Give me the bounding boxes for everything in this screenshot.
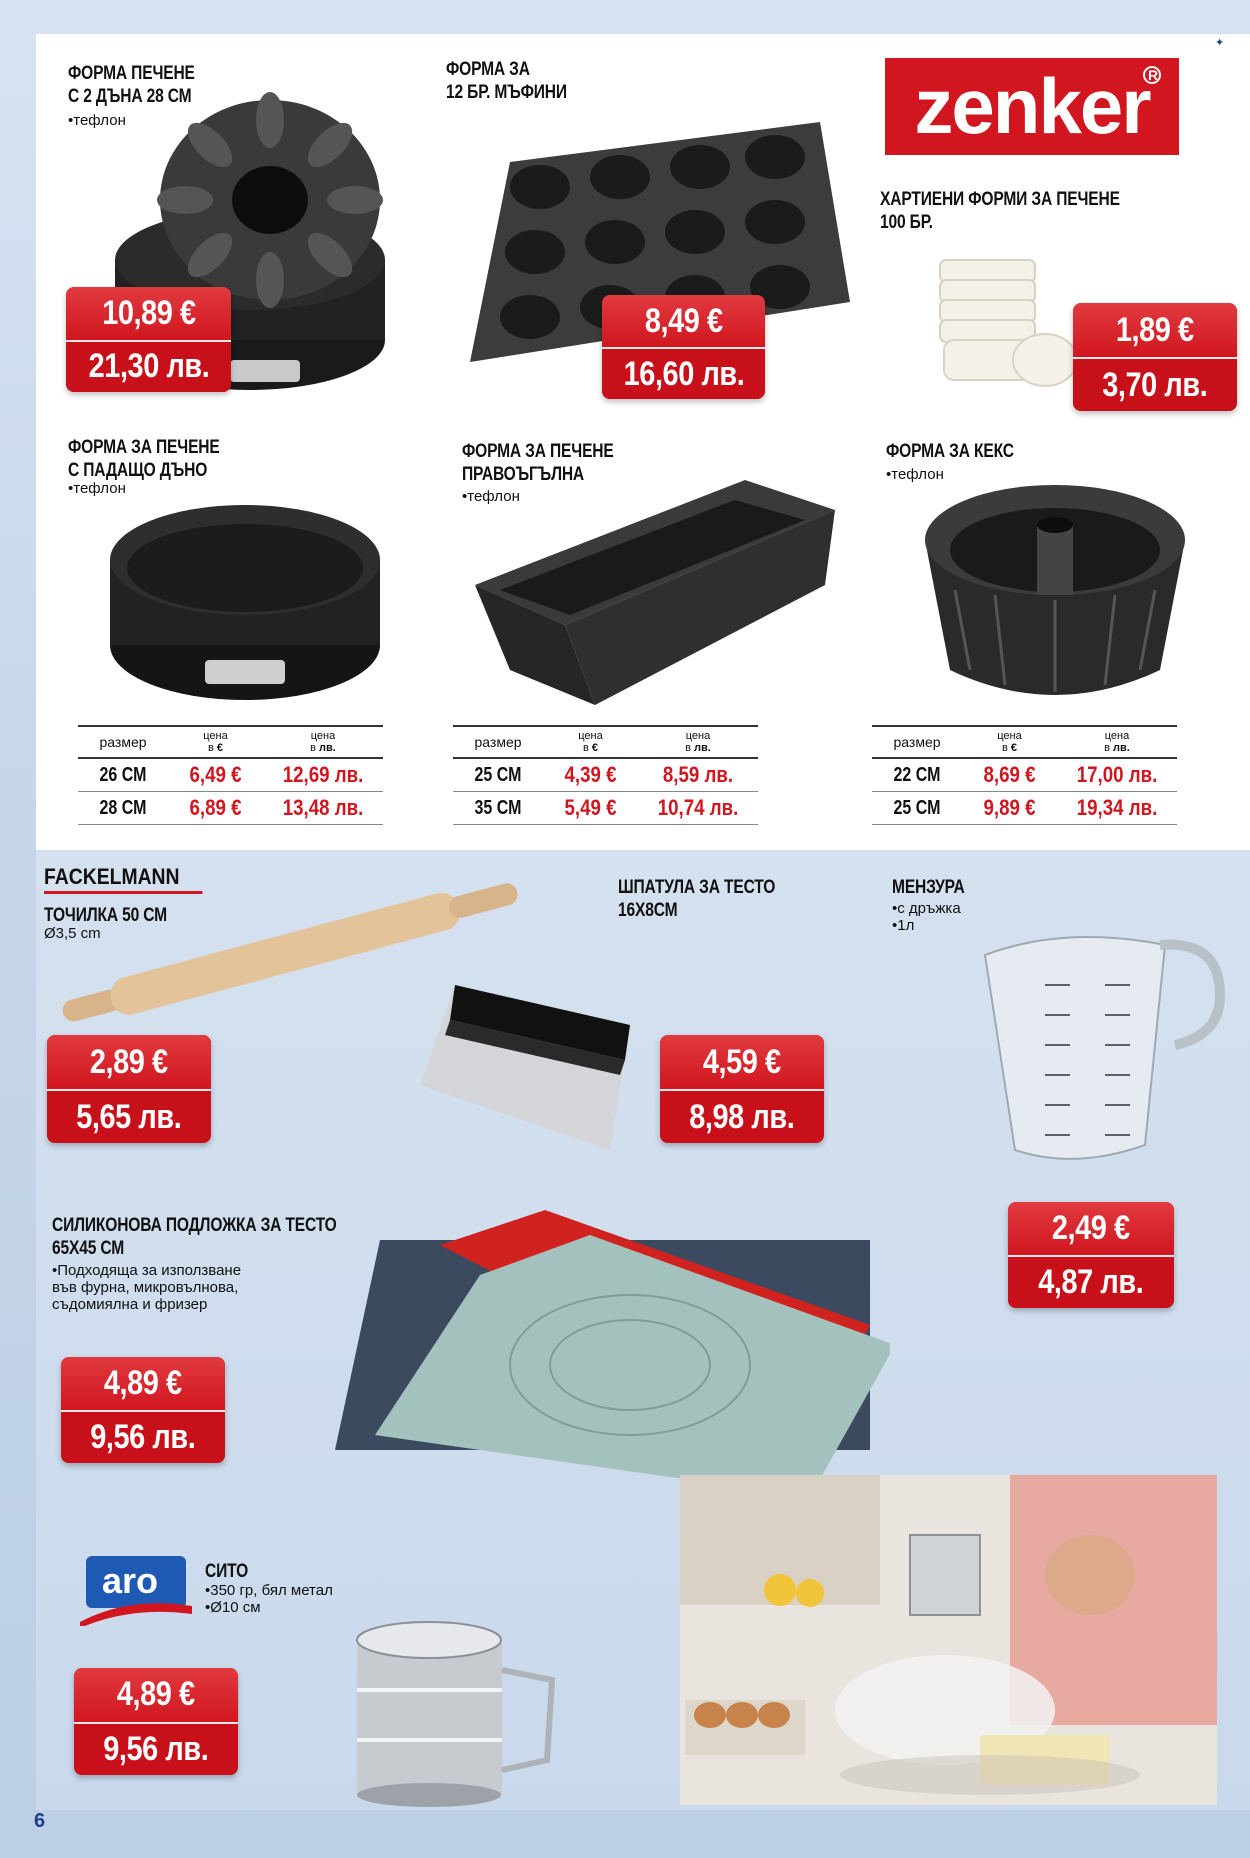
registered-mark: R: [1143, 66, 1161, 84]
page-number: 6: [34, 1810, 46, 1832]
header-bgn: цена в лв.: [310, 730, 336, 754]
title-line: ФОРМА ЗА ПЕЧЕНЕ: [462, 441, 614, 462]
price-bgn: 5,65 лв.: [76, 1097, 182, 1136]
bundt-pan-price: [66, 287, 231, 392]
spec-line: •Ø10 см: [205, 1599, 261, 1616]
header-size: размер: [893, 734, 941, 750]
title-line: ТОЧИЛКА 50 СМ: [44, 905, 167, 926]
cake-pan-spec: •тефлон: [886, 466, 944, 483]
table-row: [872, 759, 1177, 792]
paper-cups-price: [1073, 303, 1237, 411]
table-row: [453, 792, 758, 825]
spec-line: •с дръжка: [892, 900, 961, 917]
rolling-pin-spec: Ø3,5 cm: [44, 925, 101, 942]
silicone-mat-spec: [52, 1262, 241, 1313]
corner-mark: ✦: [1215, 37, 1225, 49]
title-line: 16Х8СМ: [618, 900, 678, 921]
paper-cups-title: [880, 188, 1120, 234]
cake-pan-title: [886, 440, 1014, 463]
price-eur: 4,59 €: [703, 1042, 781, 1081]
cell-eur: 6,49 €: [189, 762, 242, 787]
table-header: [78, 725, 383, 759]
header-eur: цена в €: [578, 730, 603, 754]
measuring-jug-price: [1008, 1202, 1174, 1308]
table-row: [872, 792, 1177, 825]
spec-line: •Подходяща за използване: [52, 1262, 242, 1279]
title-line: С ПАДАЩО ДЪНО: [68, 460, 208, 481]
cell-bgn: 19,34 лв.: [1076, 795, 1158, 820]
measuring-jug-title: [892, 876, 965, 899]
table-row: [453, 759, 758, 792]
loaf-pan-size-table: [453, 725, 758, 825]
springform-image: [95, 480, 395, 710]
title-line: СИЛИКОНОВА ПОДЛОЖКА ЗА ТЕСТО: [52, 1215, 337, 1236]
title-line: С 2 ДЪНА 28 СМ: [68, 86, 192, 107]
title-line: ХАРТИЕНИ ФОРМИ ЗА ПЕЧЕНЕ: [880, 189, 1120, 210]
cake-pan-size-table: [872, 725, 1177, 825]
price-eur: 2,49 €: [1052, 1209, 1130, 1247]
title-line: 100 БР.: [880, 212, 933, 233]
silicone-mat-price: [61, 1357, 225, 1463]
table-header: [453, 725, 758, 759]
table-row: [78, 759, 383, 792]
springform-title: [68, 436, 220, 482]
price-bgn: 9,56 лв.: [103, 1729, 209, 1768]
title-line: ПРАВОЪГЪЛНА: [462, 464, 585, 485]
silicone-mat-image: [330, 1205, 890, 1505]
table-row: [78, 792, 383, 825]
cell-size: 26 СМ: [99, 763, 147, 786]
sifter-image: [352, 1620, 562, 1810]
cell-eur: 8,69 €: [983, 762, 1036, 787]
spec-line: •350 гр, бял метал: [205, 1582, 333, 1599]
springform-size-table: [78, 725, 383, 825]
title-line: ФОРМА ЗА: [446, 59, 530, 80]
loaf-pan-spec: •тефлон: [462, 488, 520, 505]
cell-eur: 6,89 €: [189, 795, 242, 820]
cell-eur: 9,89 €: [983, 795, 1036, 820]
price-bgn: 21,30 лв.: [88, 347, 209, 386]
price-eur: 4,89 €: [117, 1675, 195, 1714]
header-bgn: цена в лв.: [1104, 730, 1130, 754]
title-line: ШПАТУЛА ЗА ТЕСТО: [618, 877, 776, 898]
sifter-title: [205, 1560, 248, 1583]
measuring-jug-image: [975, 925, 1230, 1185]
dough-scraper-price: [660, 1035, 824, 1143]
spec-line: във фурна, микровълнова,: [52, 1279, 239, 1296]
cell-bgn: 8,59 лв.: [662, 762, 734, 787]
header-eur: цена в €: [203, 730, 228, 754]
silicone-mat-title: [52, 1214, 337, 1260]
title-line: 65Х45 СМ: [52, 1238, 125, 1259]
title-line: ФОРМА ПЕЧЕНЕ: [68, 63, 195, 84]
cell-eur: 4,39 €: [564, 762, 617, 787]
cell-bgn: 13,48 лв.: [282, 795, 364, 820]
spec-line: съдомиялна и фризер: [52, 1296, 208, 1313]
title-line: ФОРМА ЗА КЕКС: [886, 441, 1014, 462]
zenker-logo: [885, 58, 1179, 155]
price-bgn: 4,87 лв.: [1038, 1263, 1144, 1301]
dough-scraper-image: [410, 975, 640, 1155]
paper-cups-image: [930, 250, 1080, 400]
cell-bgn: 12,69 лв.: [282, 762, 364, 787]
sifter-price: [74, 1668, 238, 1775]
price-bgn: 16,60 лв.: [623, 354, 744, 393]
cell-bgn: 10,74 лв.: [657, 795, 739, 820]
price-eur: 2,89 €: [90, 1042, 168, 1081]
zenker-logo-text: zenker: [914, 62, 1150, 150]
cell-bgn: 17,00 лв.: [1076, 762, 1158, 787]
cell-size: 35 СМ: [474, 796, 522, 819]
header-size: размер: [474, 734, 522, 750]
cell-size: 28 СМ: [99, 796, 147, 819]
aro-logo: [80, 1556, 192, 1626]
price-bgn: 8,98 лв.: [689, 1097, 795, 1136]
baking-lifestyle-photo: [680, 1475, 1217, 1805]
cake-pan-image: [915, 480, 1195, 710]
price-eur: 10,89 €: [101, 293, 196, 332]
price-bgn: 3,70 лв.: [1102, 365, 1208, 404]
muffin-pan-title: [446, 58, 567, 104]
title-line: ФОРМА ЗА ПЕЧЕНЕ: [68, 437, 220, 458]
cell-size: 25 СМ: [474, 763, 522, 786]
spec-line: •1л: [892, 917, 915, 934]
cell-size: 25 СМ: [893, 796, 941, 819]
table-header: [872, 725, 1177, 759]
loaf-pan-image: [465, 475, 845, 715]
header-size: размер: [99, 734, 147, 750]
title-line: МЕНЗУРА: [892, 877, 965, 898]
cell-eur: 5,49 €: [564, 795, 617, 820]
price-eur: 1,89 €: [1116, 310, 1194, 349]
price-eur: 4,89 €: [104, 1364, 182, 1402]
measuring-jug-spec: [892, 900, 961, 934]
springform-spec: •тефлон: [68, 480, 126, 497]
title-line: СИТО: [205, 1561, 249, 1582]
aro-logo-text: aro: [102, 1560, 159, 1601]
rolling-pin-price: [47, 1035, 211, 1143]
title-line: 12 БР. МЪФИНИ: [446, 82, 567, 103]
dough-scraper-title: [618, 876, 775, 922]
bundt-pan-spec: •тефлон: [68, 112, 126, 129]
price-bgn: 9,56 лв.: [90, 1418, 196, 1456]
sifter-spec: [205, 1582, 333, 1616]
muffin-pan-price: [602, 295, 765, 399]
header-bgn: цена в лв.: [685, 730, 711, 754]
header-eur: цена в €: [997, 730, 1022, 754]
price-eur: 8,49 €: [644, 301, 723, 340]
cell-size: 22 СМ: [893, 763, 941, 786]
fackelmann-logo: FACKELMANN: [44, 864, 202, 894]
